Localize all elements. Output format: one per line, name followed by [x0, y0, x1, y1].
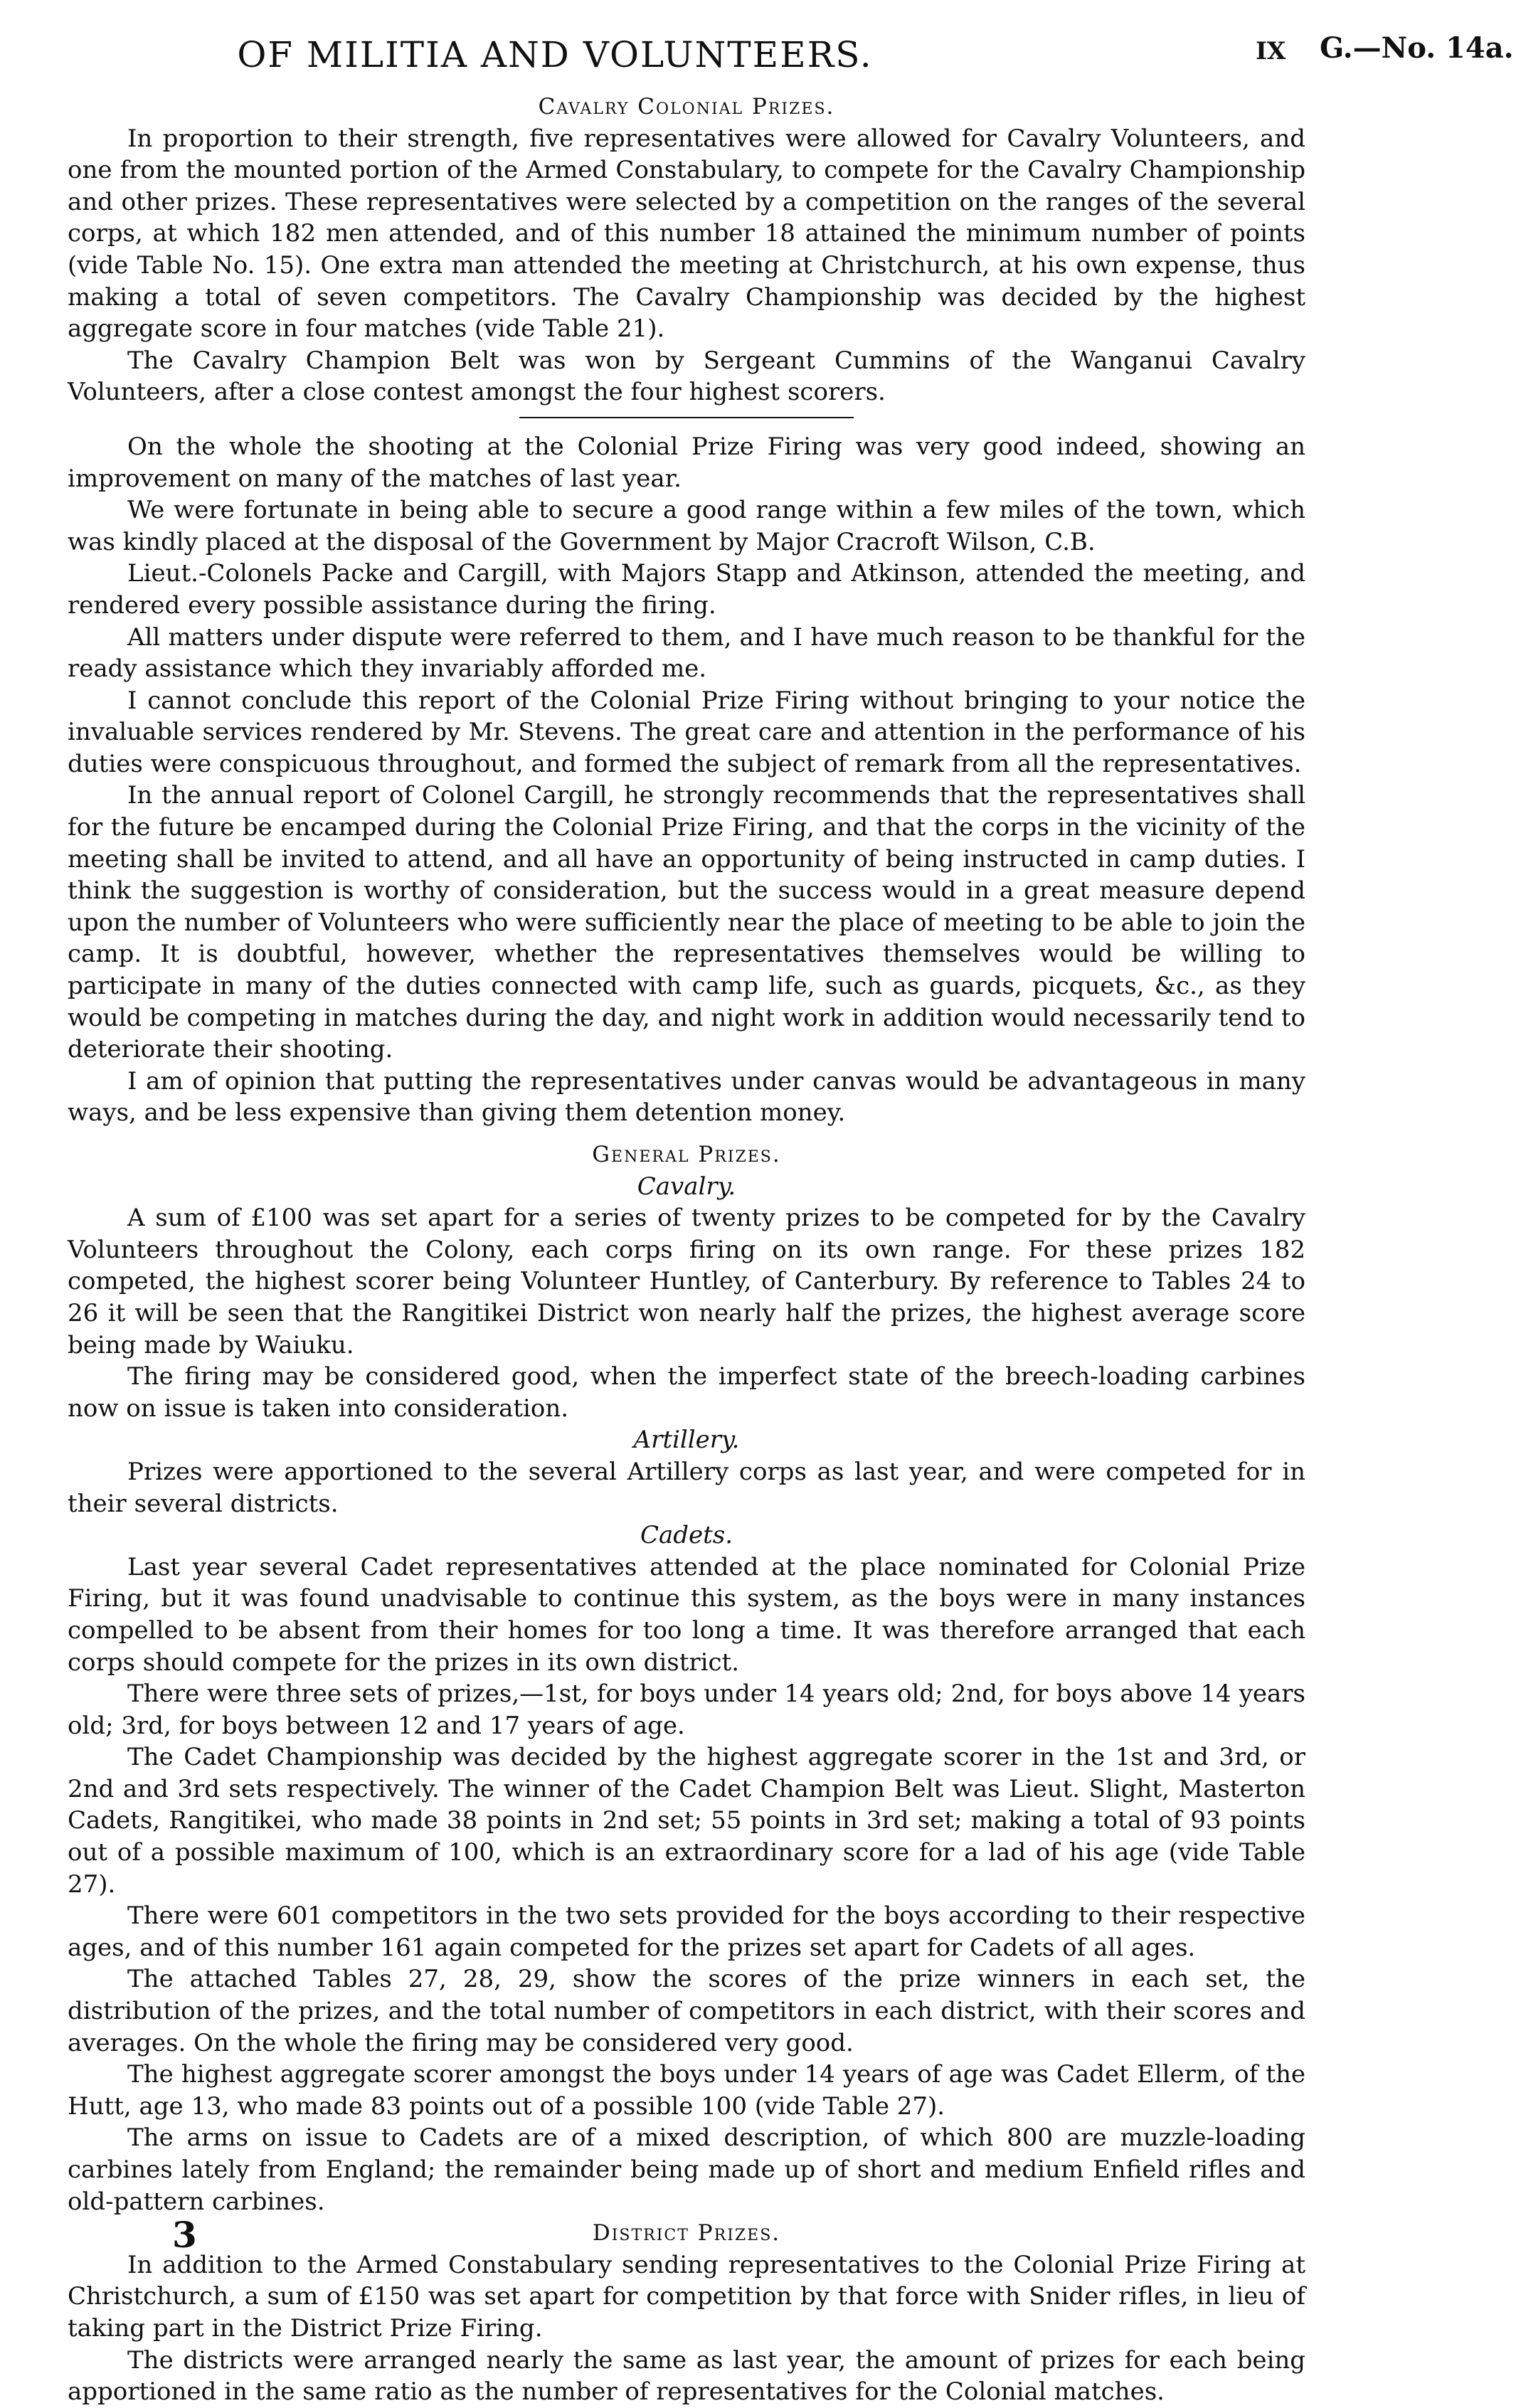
- district-prizes-heading: District Prizes.: [592, 2220, 781, 2247]
- paragraph: All matters under dispute were referred to them, and I have much reason to be thankful for the ready assistance which they invariably afforded me.: [68, 622, 1305, 684]
- page-title: OF MILITIA AND VOLUNTEERS.: [237, 34, 873, 75]
- paragraph: I cannot conclude this report of the Colonial Prize Firing without bringing to your notice the invaluable services rendered by Mr. Stevens. The great care and attention in the performance of his duties were conspicuous throughout, and formed the subject of remark from all the representatives.: [68, 686, 1305, 778]
- artillery-subheading: Artillery.: [633, 1426, 740, 1455]
- page-number: 3: [172, 2214, 197, 2256]
- paragraph: The Cavalry Champion Belt was won by Sergeant Cummins of the Wanganui Cavalry Volunteers, after a close contest amongst the four highest scorers.: [68, 346, 1305, 407]
- general-prizes-heading: General Prizes.: [592, 1142, 781, 1167]
- paragraph: In the annual report of Colonel Cargill, he strongly recommends that the representatives shall for the future be encamped during the Colonial Prize Firing, and that the corps in the vicinity of the meeting shall be invited to attend, and all have an opportunity of being instructed in camp duties. I think the suggestion is worthy of consideration, but the success would in a great measure depend upon the number of Volunteers who were sufficiently near the place of meeting to be able to join the camp. It is doubtful, however, whether the representatives themselves would be willing to participate in many of the duties connected with camp life, such as guards, picquets, &c., as they would be competing in matches during the day, and night work in addition would necessarily tend to deteriorate their shooting.: [68, 781, 1305, 1064]
- paragraph: The highest aggregate scorer amongst the boys under 14 years of age was Cadet Ellerm, of the Hutt, age 13, who made 83 points out of a possible 100 (vide Table 27).: [68, 2060, 1305, 2121]
- paragraph: In addition to the Armed Constabulary sending representatives to the Colonial Prize Firing at Christchurch, a sum of £150 was set apart for competition by that force with Snider rifles, in lieu of taking part in the District Prize Firing.: [68, 2250, 1305, 2343]
- paragraph: Lieut.-Colonels Packe and Cargill, with Majors Stapp and Atkinson, attended the meeting, and rendered every possible assistance during the firing.: [68, 559, 1305, 620]
- paragraph: There were 601 competitors in the two sets provided for the boys according to their respective ages, and of this number 161 again competed for the prizes set apart for Cadets of all ages.: [68, 1902, 1305, 1962]
- paragraph: The firing may be considered good, when the imperfect state of the breech-loading carbines now on issue is taken into consideration.: [68, 1362, 1305, 1423]
- paragraph: I am of opinion that putting the representatives under canvas would be advantageous in many ways, and be less expensive than giving them detention money.: [68, 1066, 1305, 1128]
- paragraph: Prizes were apportioned to the several Artillery corps as last year, and were competed for in their several districts.: [68, 1457, 1305, 1518]
- paragraph: A sum of £100 was set apart for a series of twenty prizes to be competed for by the Cavalry Volunteers throughout the Colony, each corps firing on its own range. For these prizes 182 competed, the highest scorer being Volunteer Huntley, of Canterbury. By reference to Tables 24 to 26 it will be seen that the Rangitikei District won nearly half the prizes, the highest average score being made by Waiuku.: [68, 1204, 1305, 1359]
- cadets-subheading: Cadets.: [640, 1521, 733, 1550]
- document-reference: G.—No. 14a.: [1320, 31, 1514, 65]
- page-roman-numeral: IX: [1256, 37, 1286, 65]
- section-divider: [519, 417, 854, 418]
- paragraph: The attached Tables 27, 28, 29, show the scores of the prize winners in each set, the distribution of the prizes, and the total number of competitors in each district, with their scores and averages. On the whole the firing may be considered very good.: [68, 1965, 1305, 2057]
- paragraph: The arms on issue to Cadets are of a mixed description, of which 800 are muzzle-loading carbines lately from England; the remainder being made up of short and medium Enfield rifles and old-pattern carbines.: [68, 2123, 1305, 2216]
- paragraph: Last year several Cadet representatives attended at the place nominated for Colonial Prize Firing, but it was found unadvisable to continue this system, as the boys were in many instances compelled to be absent from their homes for too long a time. It was therefore arranged that each corps should compete for the prizes in its own district.: [68, 1552, 1305, 1677]
- paragraph: We were fortunate in being able to secure a good range within a few miles of the town, which was kindly placed at the disposal of the Government by Major Cracroft Wilson, C.B.: [68, 496, 1305, 556]
- body-text: [68, 91, 1305, 2408]
- paragraph: On the whole the shooting at the Colonial Prize Firing was very good indeed, showing an improvement on many of the matches of last year.: [68, 432, 1305, 493]
- cavalry-colonial-heading: Cavalry Colonial Prizes.: [538, 94, 835, 120]
- paragraph: There were three sets of prizes,—1st, for boys under 14 years old; 2nd, for boys above 14 years old; 3rd, for boys between 12 and 17 years of age.: [68, 1680, 1305, 1740]
- cavalry-subheading: Cavalry.: [637, 1172, 736, 1201]
- paragraph: The Cadet Championship was decided by the highest aggregate scorer in the 1st and 3rd, or 2nd and 3rd sets respectively. The winner of the Cadet Champion Belt was Lieut. Slight, Masterton Cadets, Rangitikei, who made 38 points in 2nd set; 55 points in 3rd set; making a total of 93 points out of a possible maximum of 100, which is an extraordinary score for a lad of his age (vide Table 27).: [68, 1743, 1305, 1899]
- paragraph: The districts were arranged nearly the same as last year, the amount of prizes for each being apportioned in the same ratio as the number of representatives for the Colonial matches.: [68, 2345, 1305, 2407]
- paragraph: In proportion to their strength, five representatives were allowed for Cavalry Volunteers, and one from the mounted portion of the Armed Constabulary, to compete for the Cavalry Championship and other prizes. These representatives were selected by a competition on the ranges of the several corps, at which 182 men attended, and of this number 18 attained the minimum number of points (vide Table No. 15). One extra man attended the meeting at Christchurch, at his own expense, thus making a total of seven competitors. The Cavalry Championship was decided by the highest aggregate score in four matches (vide Table 21).: [68, 124, 1305, 344]
